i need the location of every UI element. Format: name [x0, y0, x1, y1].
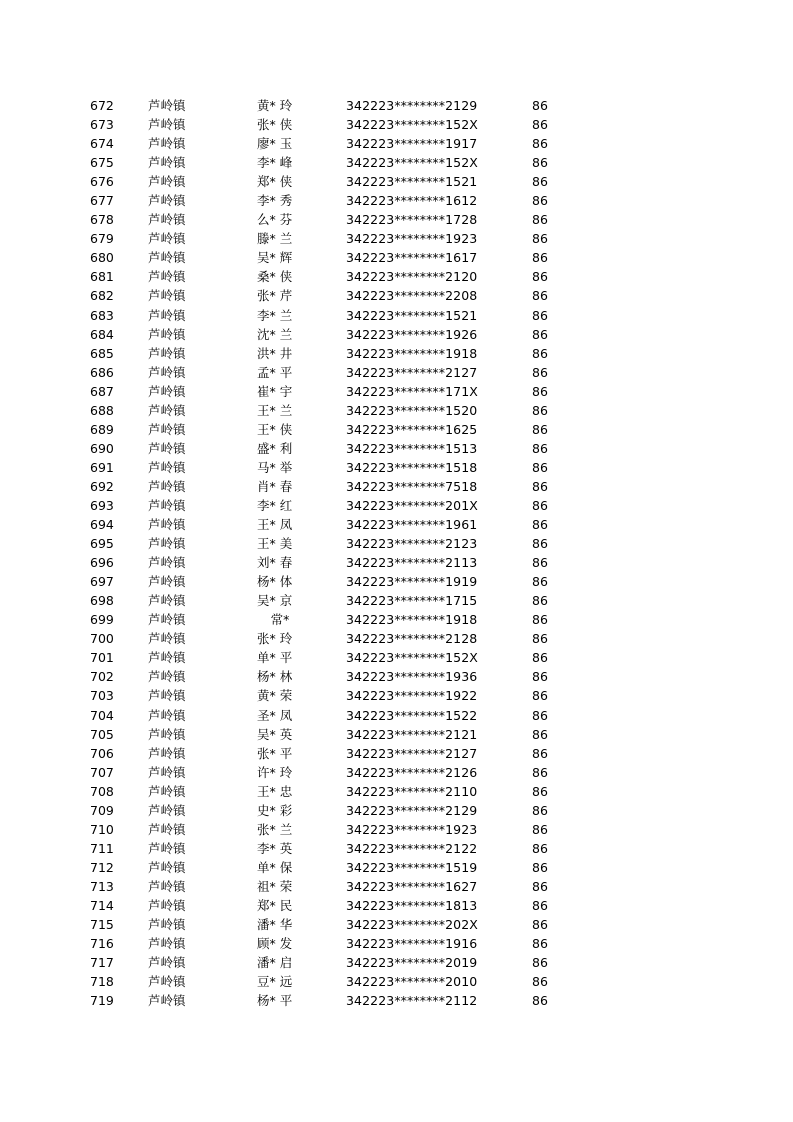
row-town: 芦岭镇: [148, 402, 186, 418]
row-index: 672: [90, 98, 114, 113]
row-index: 678: [90, 212, 114, 228]
table-row: [0, 648, 793, 667]
roster-table: [0, 96, 793, 1010]
row-score: 86: [532, 936, 548, 952]
row-town: 芦岭镇: [148, 536, 186, 552]
row-name: 潘* 华: [257, 917, 293, 933]
row-index: 684: [90, 326, 114, 342]
row-index: 691: [90, 459, 114, 475]
row-score: 86: [532, 402, 548, 418]
row-town: 芦岭镇: [148, 478, 186, 494]
row-town: 芦岭镇: [148, 98, 186, 113]
row-town: 芦岭镇: [148, 345, 186, 361]
row-id-number: 342223********1926: [346, 326, 478, 342]
row-index: 708: [90, 783, 114, 799]
row-name: 王* 凤: [257, 517, 293, 533]
table-row: [0, 610, 793, 629]
table-row: [0, 153, 793, 172]
row-town: 芦岭镇: [148, 136, 186, 152]
row-score: 86: [532, 136, 548, 152]
row-name: 沈* 兰: [257, 326, 293, 342]
row-town: 芦岭镇: [148, 764, 186, 780]
row-score: 86: [532, 155, 548, 171]
row-id-number: 342223********1918: [346, 612, 478, 628]
row-id-number: 342223********1961: [346, 517, 478, 533]
row-town: 芦岭镇: [148, 669, 186, 685]
row-score: 86: [532, 212, 548, 228]
row-id-number: 342223********2121: [346, 726, 478, 742]
row-name: 王* 兰: [257, 402, 293, 418]
row-score: 86: [532, 459, 548, 475]
row-town: 芦岭镇: [148, 440, 186, 456]
row-town: 芦岭镇: [148, 897, 186, 913]
row-index: 706: [90, 745, 114, 761]
row-name: 李* 兰: [257, 307, 293, 323]
row-town: 芦岭镇: [148, 802, 186, 818]
row-name: 崔* 宇: [257, 383, 293, 399]
row-name: 许* 玲: [257, 764, 293, 780]
table-row: [0, 267, 793, 286]
row-town: 芦岭镇: [148, 364, 186, 380]
row-name: 圣* 凤: [257, 707, 293, 723]
table-row: [0, 439, 793, 458]
row-score: 86: [532, 745, 548, 761]
row-id-number: 342223********2123: [346, 536, 478, 552]
row-town: 芦岭镇: [148, 878, 186, 894]
table-row: [0, 991, 793, 1010]
row-score: 86: [532, 98, 548, 113]
row-score: 86: [532, 593, 548, 609]
row-score: 86: [532, 650, 548, 666]
table-row: [0, 820, 793, 839]
row-score: 86: [532, 897, 548, 913]
row-id-number: 342223********1715: [346, 593, 478, 609]
row-index: 699: [90, 612, 114, 628]
row-town: 芦岭镇: [148, 840, 186, 856]
row-id-number: 342223********2120: [346, 269, 478, 285]
row-score: 86: [532, 993, 548, 1009]
row-id-number: 342223********1919: [346, 574, 478, 590]
row-id-number: 342223********1522: [346, 707, 478, 723]
row-id-number: 342223********1612: [346, 193, 478, 209]
row-index: 697: [90, 574, 114, 590]
row-id-number: 342223********7518: [346, 478, 478, 494]
row-name: 黄* 荣: [257, 688, 293, 704]
table-row: [0, 210, 793, 229]
row-name: 李* 红: [257, 497, 293, 513]
row-id-number: 342223********2112: [346, 993, 478, 1009]
row-index: 714: [90, 897, 114, 913]
row-town: 芦岭镇: [148, 193, 186, 209]
row-name: 黄* 玲: [257, 98, 293, 113]
table-row: [0, 686, 793, 705]
row-town: 芦岭镇: [148, 650, 186, 666]
row-name: 王* 忠: [257, 783, 293, 799]
row-index: 710: [90, 821, 114, 837]
row-name: 吴* 英: [257, 726, 293, 742]
row-score: 86: [532, 707, 548, 723]
row-name: 吴* 京: [257, 593, 293, 609]
row-score: 86: [532, 669, 548, 685]
row-index: 685: [90, 345, 114, 361]
table-row: [0, 458, 793, 477]
row-id-number: 342223********1625: [346, 421, 478, 437]
row-score: 86: [532, 878, 548, 894]
row-town: 芦岭镇: [148, 631, 186, 647]
row-id-number: 342223********1728: [346, 212, 478, 228]
row-town: 芦岭镇: [148, 726, 186, 742]
row-town: 芦岭镇: [148, 821, 186, 837]
table-row: [0, 115, 793, 134]
row-town: 芦岭镇: [148, 936, 186, 952]
row-name: 王* 美: [257, 536, 293, 552]
row-index: 689: [90, 421, 114, 437]
row-index: 682: [90, 288, 114, 304]
row-name: 王* 侠: [257, 421, 293, 437]
row-index: 675: [90, 155, 114, 171]
row-town: 芦岭镇: [148, 993, 186, 1009]
row-name: 李* 秀: [257, 193, 293, 209]
table-row: [0, 96, 793, 115]
table-row: [0, 363, 793, 382]
table-row: [0, 553, 793, 572]
row-name: 孟* 平: [257, 364, 293, 380]
row-index: 715: [90, 917, 114, 933]
row-score: 86: [532, 478, 548, 494]
row-name: 郑* 侠: [257, 174, 293, 190]
row-score: 86: [532, 536, 548, 552]
row-town: 芦岭镇: [148, 383, 186, 399]
row-town: 芦岭镇: [148, 421, 186, 437]
row-index: 701: [90, 650, 114, 666]
table-row: [0, 801, 793, 820]
row-index: 687: [90, 383, 114, 399]
table-row: [0, 344, 793, 363]
row-town: 芦岭镇: [148, 269, 186, 285]
row-town: 芦岭镇: [148, 955, 186, 971]
table-row: [0, 915, 793, 934]
row-town: 芦岭镇: [148, 612, 186, 628]
row-score: 86: [532, 269, 548, 285]
row-index: 707: [90, 764, 114, 780]
row-index: 683: [90, 307, 114, 323]
row-score: 86: [532, 555, 548, 571]
table-row: [0, 534, 793, 553]
row-index: 695: [90, 536, 114, 552]
row-score: 86: [532, 783, 548, 799]
table-row: [0, 839, 793, 858]
row-id-number: 342223********1518: [346, 459, 478, 475]
row-town: 芦岭镇: [148, 745, 186, 761]
row-score: 86: [532, 174, 548, 190]
row-id-number: 342223********2019: [346, 955, 478, 971]
table-row: [0, 134, 793, 153]
row-name: 张* 芹: [257, 288, 293, 304]
row-name: 马* 举: [257, 459, 293, 475]
row-town: 芦岭镇: [148, 688, 186, 704]
row-score: 86: [532, 193, 548, 209]
row-index: 681: [90, 269, 114, 285]
row-id-number: 342223********2129: [346, 98, 478, 113]
table-row: [0, 725, 793, 744]
row-town: 芦岭镇: [148, 974, 186, 990]
row-index: 702: [90, 669, 114, 685]
table-row: [0, 325, 793, 344]
row-id-number: 342223********1917: [346, 136, 478, 152]
row-town: 芦岭镇: [148, 783, 186, 799]
row-index: 700: [90, 631, 114, 647]
row-name: 盛* 利: [257, 440, 293, 456]
row-id-number: 342223********2127: [346, 745, 478, 761]
row-name: 祖* 荣: [257, 878, 293, 894]
table-row: [0, 191, 793, 210]
row-score: 86: [532, 364, 548, 380]
row-name: 张* 平: [257, 745, 293, 761]
row-town: 芦岭镇: [148, 250, 186, 266]
row-score: 86: [532, 917, 548, 933]
row-id-number: 342223********152X: [346, 155, 478, 171]
row-id-number: 342223********202X: [346, 917, 478, 933]
row-id-number: 342223********152X: [346, 650, 478, 666]
row-score: 86: [532, 117, 548, 133]
row-name: 史* 彩: [257, 802, 293, 818]
row-index: 692: [90, 478, 114, 494]
row-score: 86: [532, 688, 548, 704]
row-id-number: 342223********1627: [346, 878, 478, 894]
row-id-number: 342223********1521: [346, 174, 478, 190]
table-row: [0, 420, 793, 439]
row-score: 86: [532, 307, 548, 323]
table-row: [0, 667, 793, 686]
row-name: 张* 玲: [257, 631, 293, 647]
row-name: 潘* 启: [257, 955, 293, 971]
row-score: 86: [532, 421, 548, 437]
row-name: 张* 侠: [257, 117, 293, 133]
table-row: [0, 972, 793, 991]
row-id-number: 342223********152X: [346, 117, 478, 133]
table-row: [0, 477, 793, 496]
row-name: 顾* 发: [257, 936, 293, 952]
row-score: 86: [532, 345, 548, 361]
row-score: 86: [532, 802, 548, 818]
row-id-number: 342223********1617: [346, 250, 478, 266]
table-row: [0, 572, 793, 591]
row-name: 单* 平: [257, 650, 293, 666]
row-index: 696: [90, 555, 114, 571]
row-name: 常*: [270, 612, 290, 628]
row-id-number: 342223********1513: [346, 440, 478, 456]
table-row: [0, 896, 793, 915]
row-name: 廖* 玉: [257, 136, 293, 152]
row-name: 吴* 辉: [257, 250, 293, 266]
row-index: 674: [90, 136, 114, 152]
row-town: 芦岭镇: [148, 117, 186, 133]
row-name: 么* 芬: [257, 212, 293, 228]
row-name: 杨* 林: [257, 669, 293, 685]
row-id-number: 342223********2010: [346, 974, 478, 990]
table-row: [0, 858, 793, 877]
row-index: 717: [90, 955, 114, 971]
row-town: 芦岭镇: [148, 859, 186, 875]
row-index: 690: [90, 440, 114, 456]
row-score: 86: [532, 955, 548, 971]
row-id-number: 342223********2127: [346, 364, 478, 380]
row-id-number: 342223********1519: [346, 859, 478, 875]
row-id-number: 342223********1520: [346, 402, 478, 418]
table-row: [0, 172, 793, 191]
row-index: 703: [90, 688, 114, 704]
row-index: 718: [90, 974, 114, 990]
row-town: 芦岭镇: [148, 288, 186, 304]
table-row: [0, 934, 793, 953]
table-row: [0, 382, 793, 401]
row-index: 676: [90, 174, 114, 190]
row-score: 86: [532, 612, 548, 628]
row-town: 芦岭镇: [148, 917, 186, 933]
row-index: 686: [90, 364, 114, 380]
row-index: 694: [90, 517, 114, 533]
row-town: 芦岭镇: [148, 459, 186, 475]
row-score: 86: [532, 726, 548, 742]
row-name: 洪* 井: [257, 345, 293, 361]
table-row: [0, 782, 793, 801]
row-town: 芦岭镇: [148, 593, 186, 609]
row-score: 86: [532, 859, 548, 875]
row-name: 张* 兰: [257, 821, 293, 837]
row-id-number: 342223********201X: [346, 497, 478, 513]
row-town: 芦岭镇: [148, 174, 186, 190]
row-index: 711: [90, 840, 114, 856]
table-row: [0, 248, 793, 267]
table-row: [0, 286, 793, 305]
row-town: 芦岭镇: [148, 212, 186, 228]
row-id-number: 342223********1936: [346, 669, 478, 685]
row-name: 郑* 民: [257, 897, 293, 913]
row-index: 713: [90, 878, 114, 894]
row-id-number: 342223********2126: [346, 764, 478, 780]
row-index: 680: [90, 250, 114, 266]
row-score: 86: [532, 288, 548, 304]
row-score: 86: [532, 440, 548, 456]
table-row: [0, 229, 793, 248]
row-id-number: 342223********2113: [346, 555, 478, 571]
row-id-number: 342223********2110: [346, 783, 478, 799]
row-name: 李* 峰: [257, 155, 293, 171]
row-index: 712: [90, 859, 114, 875]
row-score: 86: [532, 840, 548, 856]
row-id-number: 342223********1923: [346, 231, 478, 247]
row-town: 芦岭镇: [148, 574, 186, 590]
row-index: 716: [90, 936, 114, 952]
row-name: 滕* 兰: [257, 231, 293, 247]
row-town: 芦岭镇: [148, 326, 186, 342]
row-score: 86: [532, 250, 548, 266]
row-town: 芦岭镇: [148, 231, 186, 247]
row-id-number: 342223********171X: [346, 383, 478, 399]
row-town: 芦岭镇: [148, 555, 186, 571]
row-index: 688: [90, 402, 114, 418]
table-row: [0, 401, 793, 420]
row-name: 杨* 体: [257, 574, 293, 590]
table-row: [0, 629, 793, 648]
row-id-number: 342223********2122: [346, 840, 478, 856]
row-town: 芦岭镇: [148, 307, 186, 323]
row-score: 86: [532, 326, 548, 342]
row-id-number: 342223********1916: [346, 936, 478, 952]
row-name: 李* 英: [257, 840, 293, 856]
row-index: 677: [90, 193, 114, 209]
row-id-number: 342223********2129: [346, 802, 478, 818]
row-id-number: 342223********1813: [346, 897, 478, 913]
table-row: [0, 953, 793, 972]
table-row: [0, 591, 793, 610]
row-score: 86: [532, 517, 548, 533]
row-id-number: 342223********1918: [346, 345, 478, 361]
row-name: 单* 保: [257, 859, 293, 875]
row-score: 86: [532, 231, 548, 247]
row-town: 芦岭镇: [148, 497, 186, 513]
row-score: 86: [532, 764, 548, 780]
row-index: 704: [90, 707, 114, 723]
row-index: 705: [90, 726, 114, 742]
row-id-number: 342223********1521: [346, 307, 478, 323]
row-score: 86: [532, 383, 548, 399]
table-row: [0, 744, 793, 763]
row-id-number: 342223********2128: [346, 631, 478, 647]
row-score: 86: [532, 631, 548, 647]
row-score: 86: [532, 821, 548, 837]
table-row: [0, 496, 793, 515]
table-row: [0, 306, 793, 325]
table-row: [0, 877, 793, 896]
row-name: 豆* 远: [257, 974, 293, 990]
row-index: 673: [90, 117, 114, 133]
row-name: 刘* 春: [257, 555, 293, 571]
row-index: 693: [90, 497, 114, 513]
row-name: 桑* 侠: [257, 269, 293, 285]
row-id-number: 342223********1923: [346, 821, 478, 837]
table-row: [0, 515, 793, 534]
row-score: 86: [532, 974, 548, 990]
row-index: 709: [90, 802, 114, 818]
row-index: 698: [90, 593, 114, 609]
row-score: 86: [532, 497, 548, 513]
row-id-number: 342223********1922: [346, 688, 478, 704]
row-town: 芦岭镇: [148, 155, 186, 171]
row-name: 杨* 平: [257, 993, 293, 1009]
row-name: 肖* 春: [257, 478, 293, 494]
row-index: 679: [90, 231, 114, 247]
row-town: 芦岭镇: [148, 517, 186, 533]
table-row: [0, 706, 793, 725]
row-id-number: 342223********2208: [346, 288, 478, 304]
row-score: 86: [532, 574, 548, 590]
table-row: [0, 763, 793, 782]
row-town: 芦岭镇: [148, 707, 186, 723]
row-index: 719: [90, 993, 114, 1009]
